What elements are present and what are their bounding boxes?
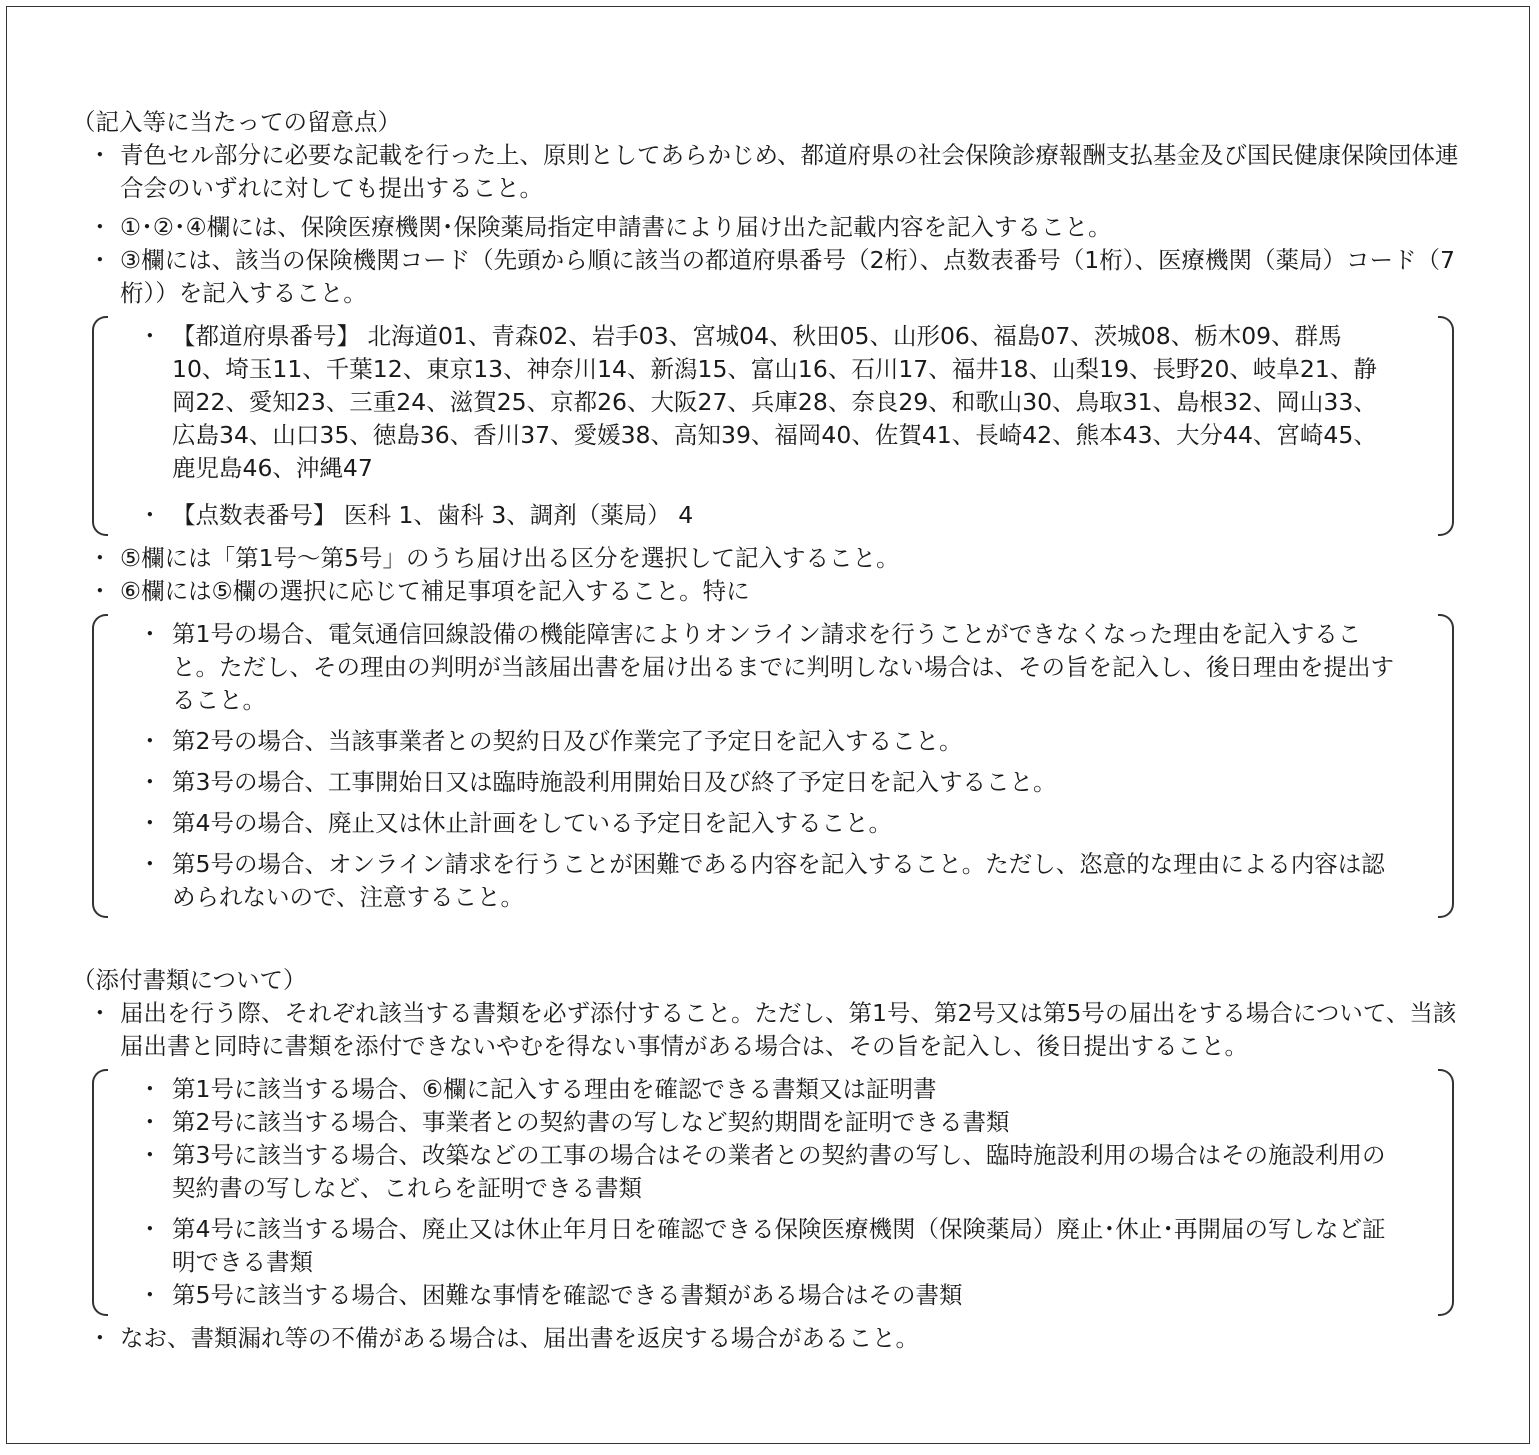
attachment-doc: ･ 第4号に該当する場合、廃止又は休止年月日を確認できる保険医療機関（保険薬局）廃止･休止･再開届の写しなど証明できる書類: [144, 1215, 1386, 1276]
note-item: ･ ⑤欄には「第1号～第5号」のうち届け出る区分を選択して記入すること。: [94, 544, 900, 572]
category-note: ･ 第2号の場合、当該事業者との契約日及び作業完了予定日を記入すること。: [144, 727, 963, 755]
attachment-docs-bracket: [92, 1069, 1454, 1316]
category-note: ･ 第3号の場合、工事開始日又は臨時施設利用開始日及び終了予定日を記入すること。: [144, 768, 1057, 796]
note-item: ･ ⑥欄には⑤欄の選択に応じて補足事項を記入すること。特に: [94, 577, 750, 605]
prefecture-code-list: ･ 【都道府県番号】 北海道01、青森02、岩手03、宮城04、秋田05、山形06、福島07、茨城08、栃木09、群馬10、埼玉11、千葉12、東京13、神奈川14、新潟15、富山16、石川17、福井18、山梨19、長野20、岐阜21、静岡22、愛知23、三重24、滋賀25、京都26、大阪27、兵庫28、奈良29、和歌山30、鳥取31、島根32、岡山33、広島34、山口35、徳島36、香川37、愛媛38、高知39、福岡40、佐賀41、長崎42、熊本43、大分44、宮崎45、鹿児島46、沖縄47: [144, 322, 1377, 482]
section-heading-attachments: （添付書類について）: [72, 966, 307, 994]
category-note: ･ 第4号の場合、廃止又は休止計画をしている予定日を記入すること。: [144, 809, 892, 837]
note-item: ･ ①･②･④欄には、保険医療機関･保険薬局指定申請書により届け出た記載内容を記入すること。: [94, 213, 1112, 241]
code-list-bracket: [92, 316, 1454, 536]
note-item: ･ ③欄には、該当の保険機関コード（先頭から順に該当の都道府県番号（2桁）、点数表番号（1桁）、医療機関（薬局）コード（7桁））を記入すること。: [94, 246, 1455, 307]
category-notes-bracket: [92, 614, 1454, 918]
closing-note: ･ なお、書類漏れ等の不備がある場合は、届出書を返戻する場合があること。: [94, 1324, 919, 1352]
attachment-doc: ･ 第5号に該当する場合、困難な事情を確認できる書類がある場合はその書類: [144, 1281, 963, 1309]
attachment-doc: ･ 第3号に該当する場合、改築などの工事の場合はその業者との契約書の写し、臨時施設利用の場合はその施設利用の契約書の写しなど、これらを証明できる書類: [144, 1141, 1386, 1202]
attachment-intro: ･ 届出を行う際、それぞれ該当する書類を必ず添付すること。ただし、第1号、第2号又は第5号の届出をする場合について、当該届出書と同時に書類を添付できないやむを得ない事情がある場合は、その旨を記入し、後日提出すること。: [94, 999, 1457, 1060]
notes-document: [72, 106, 1472, 1355]
note-item: ･ 青色セル部分に必要な記載を行った上、原則としてあらかじめ、都道府県の社会保険診療報酬支払基金及び国民健康保険団体連合会のいずれに対しても提出すること。: [94, 141, 1459, 202]
category-note: ･ 第1号の場合、電気通信回線設備の機能障害によりオンライン請求を行うことができなくなった理由を記入すること。ただし、その理由の判明が当該届出書を届け出るまでに判明しない場合は、その旨を記入し、後日理由を提出すること。: [144, 620, 1394, 714]
attachment-doc: ･ 第1号に該当する場合、⑥欄に記入する理由を確認できる書類又は証明書: [144, 1075, 937, 1103]
section-heading-notes: （記入等に当たっての留意点）: [72, 108, 401, 136]
point-table-code-list: ･ 【点数表番号】 医科 1、歯科 3、調剤（薬局） 4: [144, 501, 694, 529]
category-note: ･ 第5号の場合、オンライン請求を行うことが困難である内容を記入すること。ただし、恣意的な理由による内容は認められないので、注意すること。: [144, 850, 1385, 911]
attachment-doc: ･ 第2号に該当する場合、事業者との契約書の写しなど契約期間を証明できる書類: [144, 1108, 1010, 1136]
